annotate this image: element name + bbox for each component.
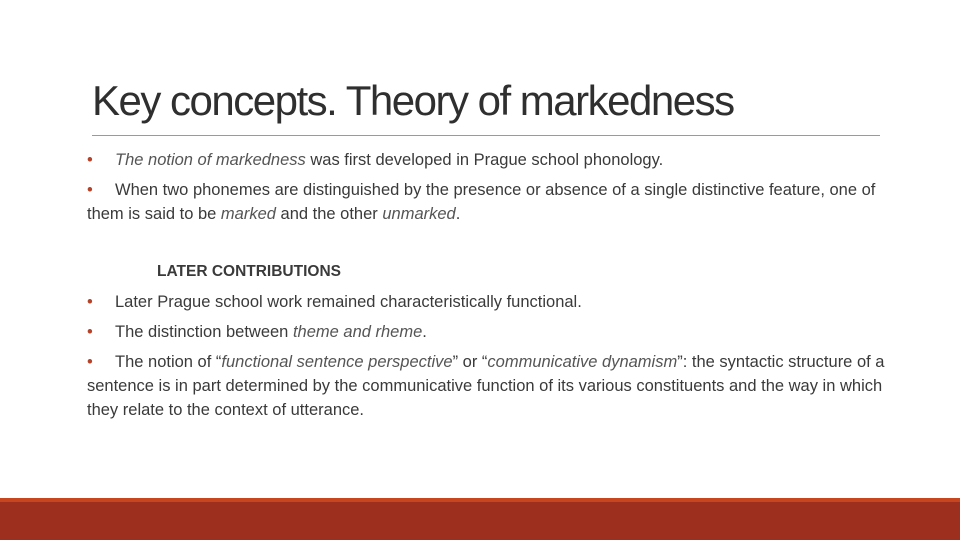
paragraph-text: was first developed in Prague school phonology. [305,151,664,169]
paragraph-text: When two phonemes are distinguished by the presence or absence of a single distinctive feature, one of them is said to be [87,181,876,223]
section-heading: LATER CONTRIBUTIONS [157,263,341,280]
bullet-icon: • [87,323,93,341]
term-theme-and-rheme: theme and rheme [292,323,423,341]
bullet-icon: • [87,151,93,169]
term-functional-sentence-perspective: functional sentence perspective [221,353,453,371]
term-unmarked: unmarked [382,205,456,223]
bullet-paragraph-4 [87,320,887,344]
paragraph-text: . [422,323,427,341]
bullet-paragraph-5 [87,350,887,422]
paragraph-text: The notion of “ [115,353,222,371]
term-notion-of-markedness: The notion of markedness [115,151,306,169]
paragraph-text: Later Prague school work remained characteristically functional. [115,293,582,311]
footer-bar [0,502,960,540]
bullet-icon: • [87,293,93,311]
bullet-paragraph-3 [87,290,887,314]
bullet-paragraph-2 [87,178,887,226]
bullet-icon: • [87,181,93,199]
paragraph-text: . [455,205,461,223]
slide-body [87,148,887,428]
term-communicative-dynamism: communicative dynamism [487,353,678,371]
paragraph-text: ” or “ [452,353,488,371]
bullet-icon: • [87,353,93,371]
bullet-paragraph-1 [87,148,887,172]
slide-title: Key concepts. Theory of markedness [92,77,734,124]
title-divider [92,135,880,136]
term-marked: marked [220,205,276,223]
paragraph-text: ”: the syntactic structure of a sentence is in part determined by the communicative function of its various constituents and the way in which they relate to the context of utterance. [87,353,885,419]
paragraph-text: The distinction between [115,323,293,341]
paragraph-text: and the other [275,205,383,223]
